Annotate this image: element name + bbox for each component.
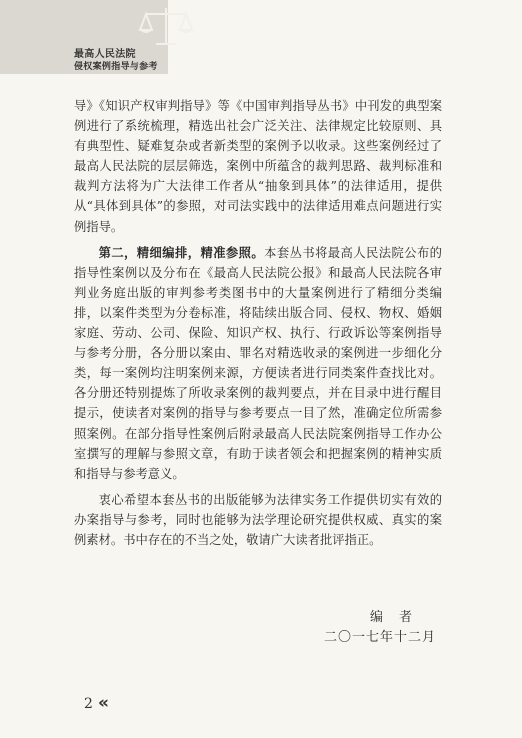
- paragraph-1: 导》《知识产权审判指导》等《中国审判指导丛书》中刊发的典型案例进行了系统梳理，精选出社会广泛关注、法律规定比较原则、具有典型性、疑难复杂或者新类型的案例予以收录。这些案例经过了最高人民法院的层层筛选，案例中所蕴含的裁判思路、裁判标准和裁判方法将为广大法律工作者从“抽象到具体”的法律适用，提供从“具体到具体”的参照，对司法实践中的法律适用难点问题进行实例指导。: [74, 99, 442, 234]
- paragraph-3: 衷心希望本套丛书的出版能够为法律实务工作提供切实有效的办案指导与参考，同时也能够为法学理论研究提供权威、真实的案例素材。书中存在的不当之处，敬请广大读者批评指正。: [74, 492, 442, 547]
- page-arrow-icon: «: [98, 693, 109, 713]
- paragraph-2-heading: 第二，精细编排，精准参照。: [98, 244, 265, 260]
- paragraph-2: [74, 243, 442, 484]
- page-body: [74, 96, 442, 550]
- signature-author: 编者: [370, 610, 429, 625]
- header-block: [0, 0, 168, 74]
- book-series-title: 最高人民法院: [74, 49, 136, 60]
- signature-date: 二〇一七年十二月: [324, 630, 437, 645]
- page-number: 2: [84, 696, 93, 712]
- paragraph-2-text: 本套丛书将最高人民法院公布的指导性案例以及分布在《最高人民法院公报》和最高人民法院各审判业务庭出版的审判参考类图书中的大量案例进行了精细分类编排，以案件类型为分卷标准，将陆续出版合同、侵权、物权、婚姻家庭、劳动、公司、保险、知识产权、执行、行政诉讼等案例指导与参考分册，各分册以案由、罪名对精选收录的案例进一步细化分类，每一案例均注明案例来源，方便读者进行同类案件查找比对。各分册还特别提炼了所收录案例的裁判要点，并在目录中进行醒目提示，使读者对案例的指导与参考要点一目了然，准确定位所需参照案例。在部分指导性案例后附录最高人民法院案例指导工作办公室撰写的理解与参照文章，有助于读者领会和把握案例的精神实质和指导与参考意义。: [74, 245, 442, 481]
- book-series-subtitle: 侵权案例指导与参考: [74, 62, 158, 72]
- scales-of-justice-icon: [138, 4, 194, 48]
